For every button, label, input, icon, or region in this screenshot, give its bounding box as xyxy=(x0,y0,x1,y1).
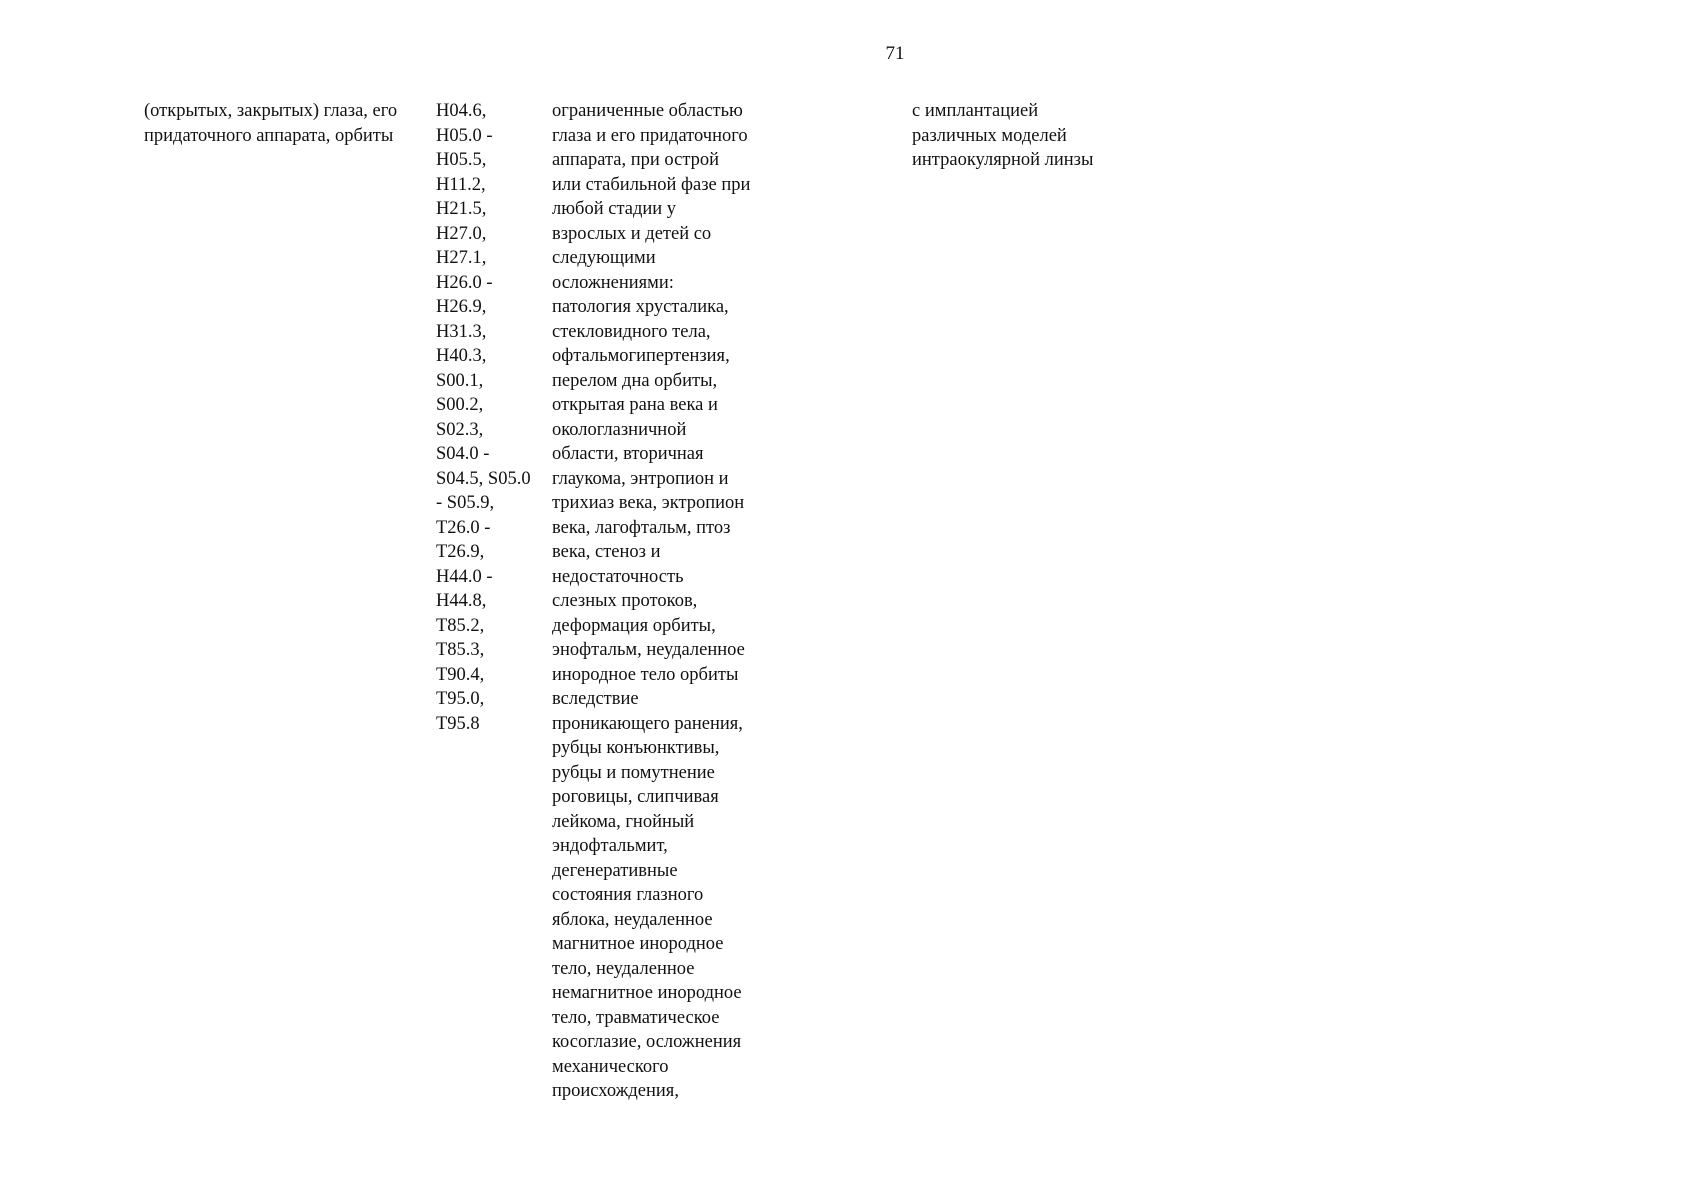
description-line: эндофтальмит, xyxy=(552,836,668,856)
treatment-line: интраокулярной линзы xyxy=(912,150,1094,170)
description-line: лейкома, гнойный xyxy=(552,811,695,832)
description-line: окологлазничной xyxy=(552,419,687,440)
code-line: T85.2, xyxy=(436,615,485,636)
description-line: вследствие xyxy=(552,689,639,709)
description-line: происхождения, xyxy=(552,1081,679,1101)
description-line: состояния глазного xyxy=(552,885,704,905)
treatment-line: с имплантацией xyxy=(912,101,1039,121)
code-line: S04.0 - xyxy=(436,444,490,464)
code-line: H04.6, xyxy=(436,101,487,121)
code-line: T26.0 - xyxy=(436,517,491,538)
code-line: H31.3, xyxy=(436,321,487,342)
description-line: взрослых и детей со xyxy=(552,223,712,244)
code-line: S00.2, xyxy=(436,395,484,415)
description-line: патология хрусталика, xyxy=(552,297,729,317)
description-line: аппарата, при острой xyxy=(552,150,720,170)
code-line: H26.0 - xyxy=(436,272,493,293)
description-line: деформация орбиты, xyxy=(552,615,716,636)
description-line: века, лагофтальм, птоз xyxy=(552,517,731,538)
treatment-column xyxy=(912,99,1093,173)
description-line: недостаточность xyxy=(552,566,684,587)
description-line: глаукома, энтропион и xyxy=(552,468,729,489)
description-line: проникающего ранения, xyxy=(552,713,743,734)
description-line: осложнениями: xyxy=(552,272,674,293)
code-line: H05.5, xyxy=(436,150,487,170)
code-line: H44.8, xyxy=(436,591,487,611)
code-line: T95.0, xyxy=(436,689,485,709)
description-line: тело, травматическое xyxy=(552,1007,720,1028)
code-line: H27.1, xyxy=(436,248,487,268)
description-line: рубцы конъюнктивы, xyxy=(552,738,720,758)
code-line: S04.5, S05.0 xyxy=(436,468,531,489)
condition-line: придаточного аппарата, орбиты xyxy=(144,125,394,146)
description-line: открытая рана века и xyxy=(552,395,718,415)
description-line: слезных протоков, xyxy=(552,591,698,611)
code-line: H40.3, xyxy=(436,346,487,366)
description-line: офтальмогипертензия, xyxy=(552,346,730,366)
description-line: глаза и его придаточного xyxy=(552,125,748,146)
codes-column xyxy=(436,99,531,736)
description-line: трихиаз века, эктропион xyxy=(552,493,745,513)
description-line: немагнитное инородное xyxy=(552,983,742,1003)
page-number: 71 xyxy=(885,43,905,64)
description-line: механического xyxy=(552,1056,669,1077)
code-line: S00.1, xyxy=(436,370,484,391)
code-line: T90.4, xyxy=(436,664,485,685)
description-line: яблока, неудаленное xyxy=(552,909,713,930)
description-line: косоглазие, осложнения xyxy=(552,1032,742,1052)
description-line: дегенеративные xyxy=(552,860,678,881)
description-line: энофтальм, неудаленное xyxy=(552,640,745,660)
description-line: рубцы и помутнение xyxy=(552,762,715,783)
code-line: H27.0, xyxy=(436,223,487,244)
treatment-line: различных моделей xyxy=(912,125,1067,146)
code-line: H05.0 - xyxy=(436,125,493,146)
condition-column xyxy=(144,99,397,148)
code-line: T26.9, xyxy=(436,542,485,562)
condition-line: (открытых, закрытых) глаза, его xyxy=(144,101,398,121)
description-line: тело, неудаленное xyxy=(552,958,695,979)
description-line: роговицы, слипчивая xyxy=(552,787,719,807)
description-line: века, стеноз и xyxy=(552,542,661,562)
code-line: - S05.9, xyxy=(436,493,495,513)
code-line: H26.9, xyxy=(436,297,487,317)
description-line: следующими xyxy=(552,248,656,268)
description-line: магнитное инородное xyxy=(552,934,724,954)
description-line: ограниченные областью xyxy=(552,101,743,121)
description-column xyxy=(552,99,750,1104)
description-line: области, вторичная xyxy=(552,444,704,464)
code-line: H21.5, xyxy=(436,199,487,219)
code-line: T95.8 xyxy=(436,713,480,734)
code-line: S02.3, xyxy=(436,419,484,440)
description-line: стекловидного тела, xyxy=(552,321,711,342)
description-line: или стабильной фазе при xyxy=(552,174,751,195)
description-line: инородное тело орбиты xyxy=(552,664,739,685)
code-line: H44.0 - xyxy=(436,566,493,587)
code-line: H11.2, xyxy=(436,174,486,195)
code-line: T85.3, xyxy=(436,640,485,660)
description-line: перелом дна орбиты, xyxy=(552,370,718,391)
description-line: любой стадии у xyxy=(552,199,677,219)
